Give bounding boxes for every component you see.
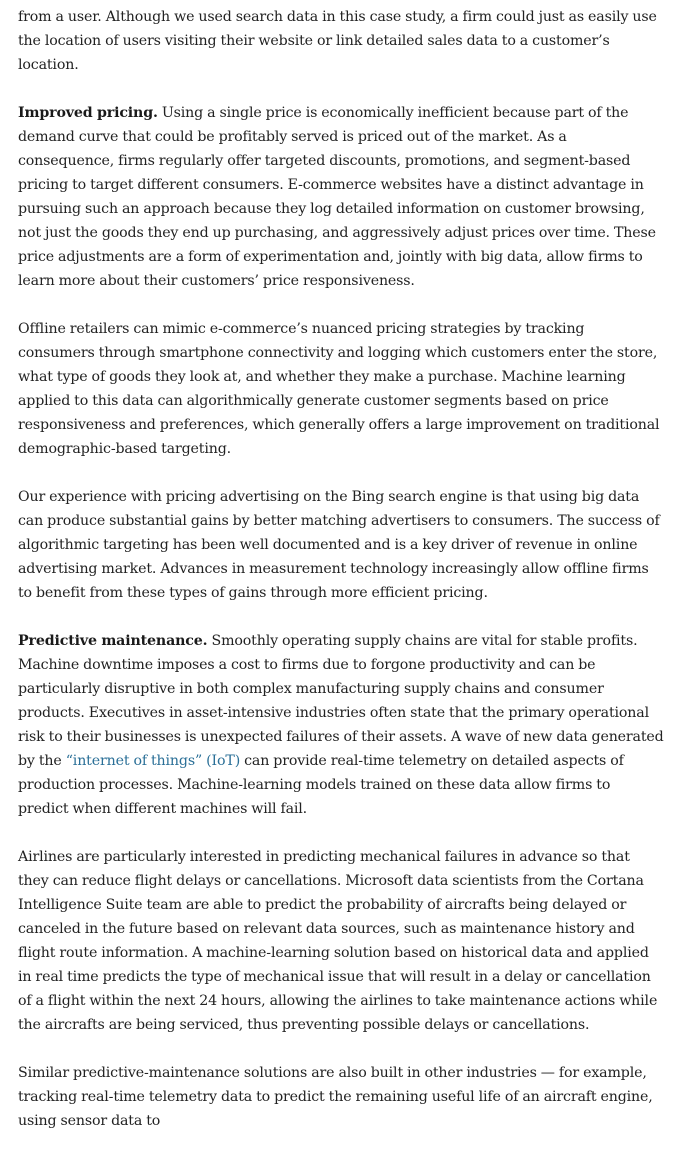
paragraph-text: can provide real-time telemetry on detailed aspects of production processes. Machine-learning models trained on these data allow firms to predict when different machines will fail. xyxy=(18,753,624,817)
paragraph-text: Airlines are particularly interested in predicting mechanical failures in advance so that they can reduce flight delays or cancellations. Microsoft data scientists from the Cortana Intelligence Suite team are able to predict the probability of aircrafts being delayed or canceled in the future based on relevant data sources, such as maintenance history and flight route information. A machine-learning solution based on historical data and applied in real time predicts the type of mechanical issue that will result in a delay or cancellation of a flight within the next 24 hours, allowing the airlines to take maintenance actions while the aircrafts are being serviced, thus preventing possible delays or cancellations. xyxy=(18,849,658,1033)
paragraph-intro-continuation xyxy=(18,5,664,77)
article-body xyxy=(18,5,664,1157)
paragraph-airlines xyxy=(18,845,664,1037)
paragraph-similar-solutions xyxy=(18,1061,664,1133)
paragraph-predictive-maintenance xyxy=(18,629,664,821)
paragraph-text: Smoothly operating supply chains are vital for stable profits. Machine downtime imposes a cost to firms due to forgone productivity and can be particularly disruptive in both complex manufacturing supply chains and consumer products. Executives in asset-intensive industries often state that the primary operational risk to their businesses is unexpected failures of their assets. A wave of new data generated by the xyxy=(18,633,664,769)
paragraph-text: from a user. Although we used search data in this case study, a firm could just as easily use the location of users visiting their website or link detailed sales data to a customer’s location. xyxy=(18,9,657,73)
paragraph-offline-retailers xyxy=(18,317,664,461)
paragraph-bing-pricing xyxy=(18,485,664,605)
iot-link[interactable]: “internet of things” (IoT) xyxy=(65,753,241,769)
section-lead-predictive-maintenance: Predictive maintenance. xyxy=(18,633,208,649)
paragraph-text: Our experience with pricing advertising on the Bing search engine is that using big data can produce substantial gains by better matching advertisers to consumers. The success of algorithmic targeting has been well documented and is a key driver of revenue in online advertising market. Advances in measurement technology increasingly allow offline firms to benefit from these types of gains through more efficient pricing. xyxy=(18,489,660,601)
paragraph-text: Similar predictive-maintenance solutions are also built in other industries — for example, tracking real-time telemetry data to predict the remaining useful life of an aircraft engine, using sensor data to xyxy=(18,1065,653,1129)
paragraph-text: Using a single price is economically inefficient because part of the demand curve that could be profitably served is priced out of the market. As a consequence, firms regularly offer targeted discounts, promotions, and segment-based pricing to target different consumers. E-commerce websites have a distinct advantage in pursuing such an approach because they log detailed information on customer browsing, not just the goods they end up purchasing, and aggressively adjust prices over time. These price adjustments are a form of experimentation and, jointly with big data, allow firms to learn more about their customers’ price responsiveness. xyxy=(18,105,656,289)
paragraph-text: Offline retailers can mimic e-commerce’s nuanced pricing strategies by tracking consumers through smartphone connectivity and logging which customers enter the store, what type of goods they look at, and whether they make a purchase. Machine learning applied to this data can algorithmically generate customer segments based on price responsiveness and preferences, which generally offers a large improvement on traditional demographic-based targeting. xyxy=(18,321,660,457)
section-lead-improved-pricing: Improved pricing. xyxy=(18,105,158,121)
paragraph-improved-pricing xyxy=(18,101,664,293)
